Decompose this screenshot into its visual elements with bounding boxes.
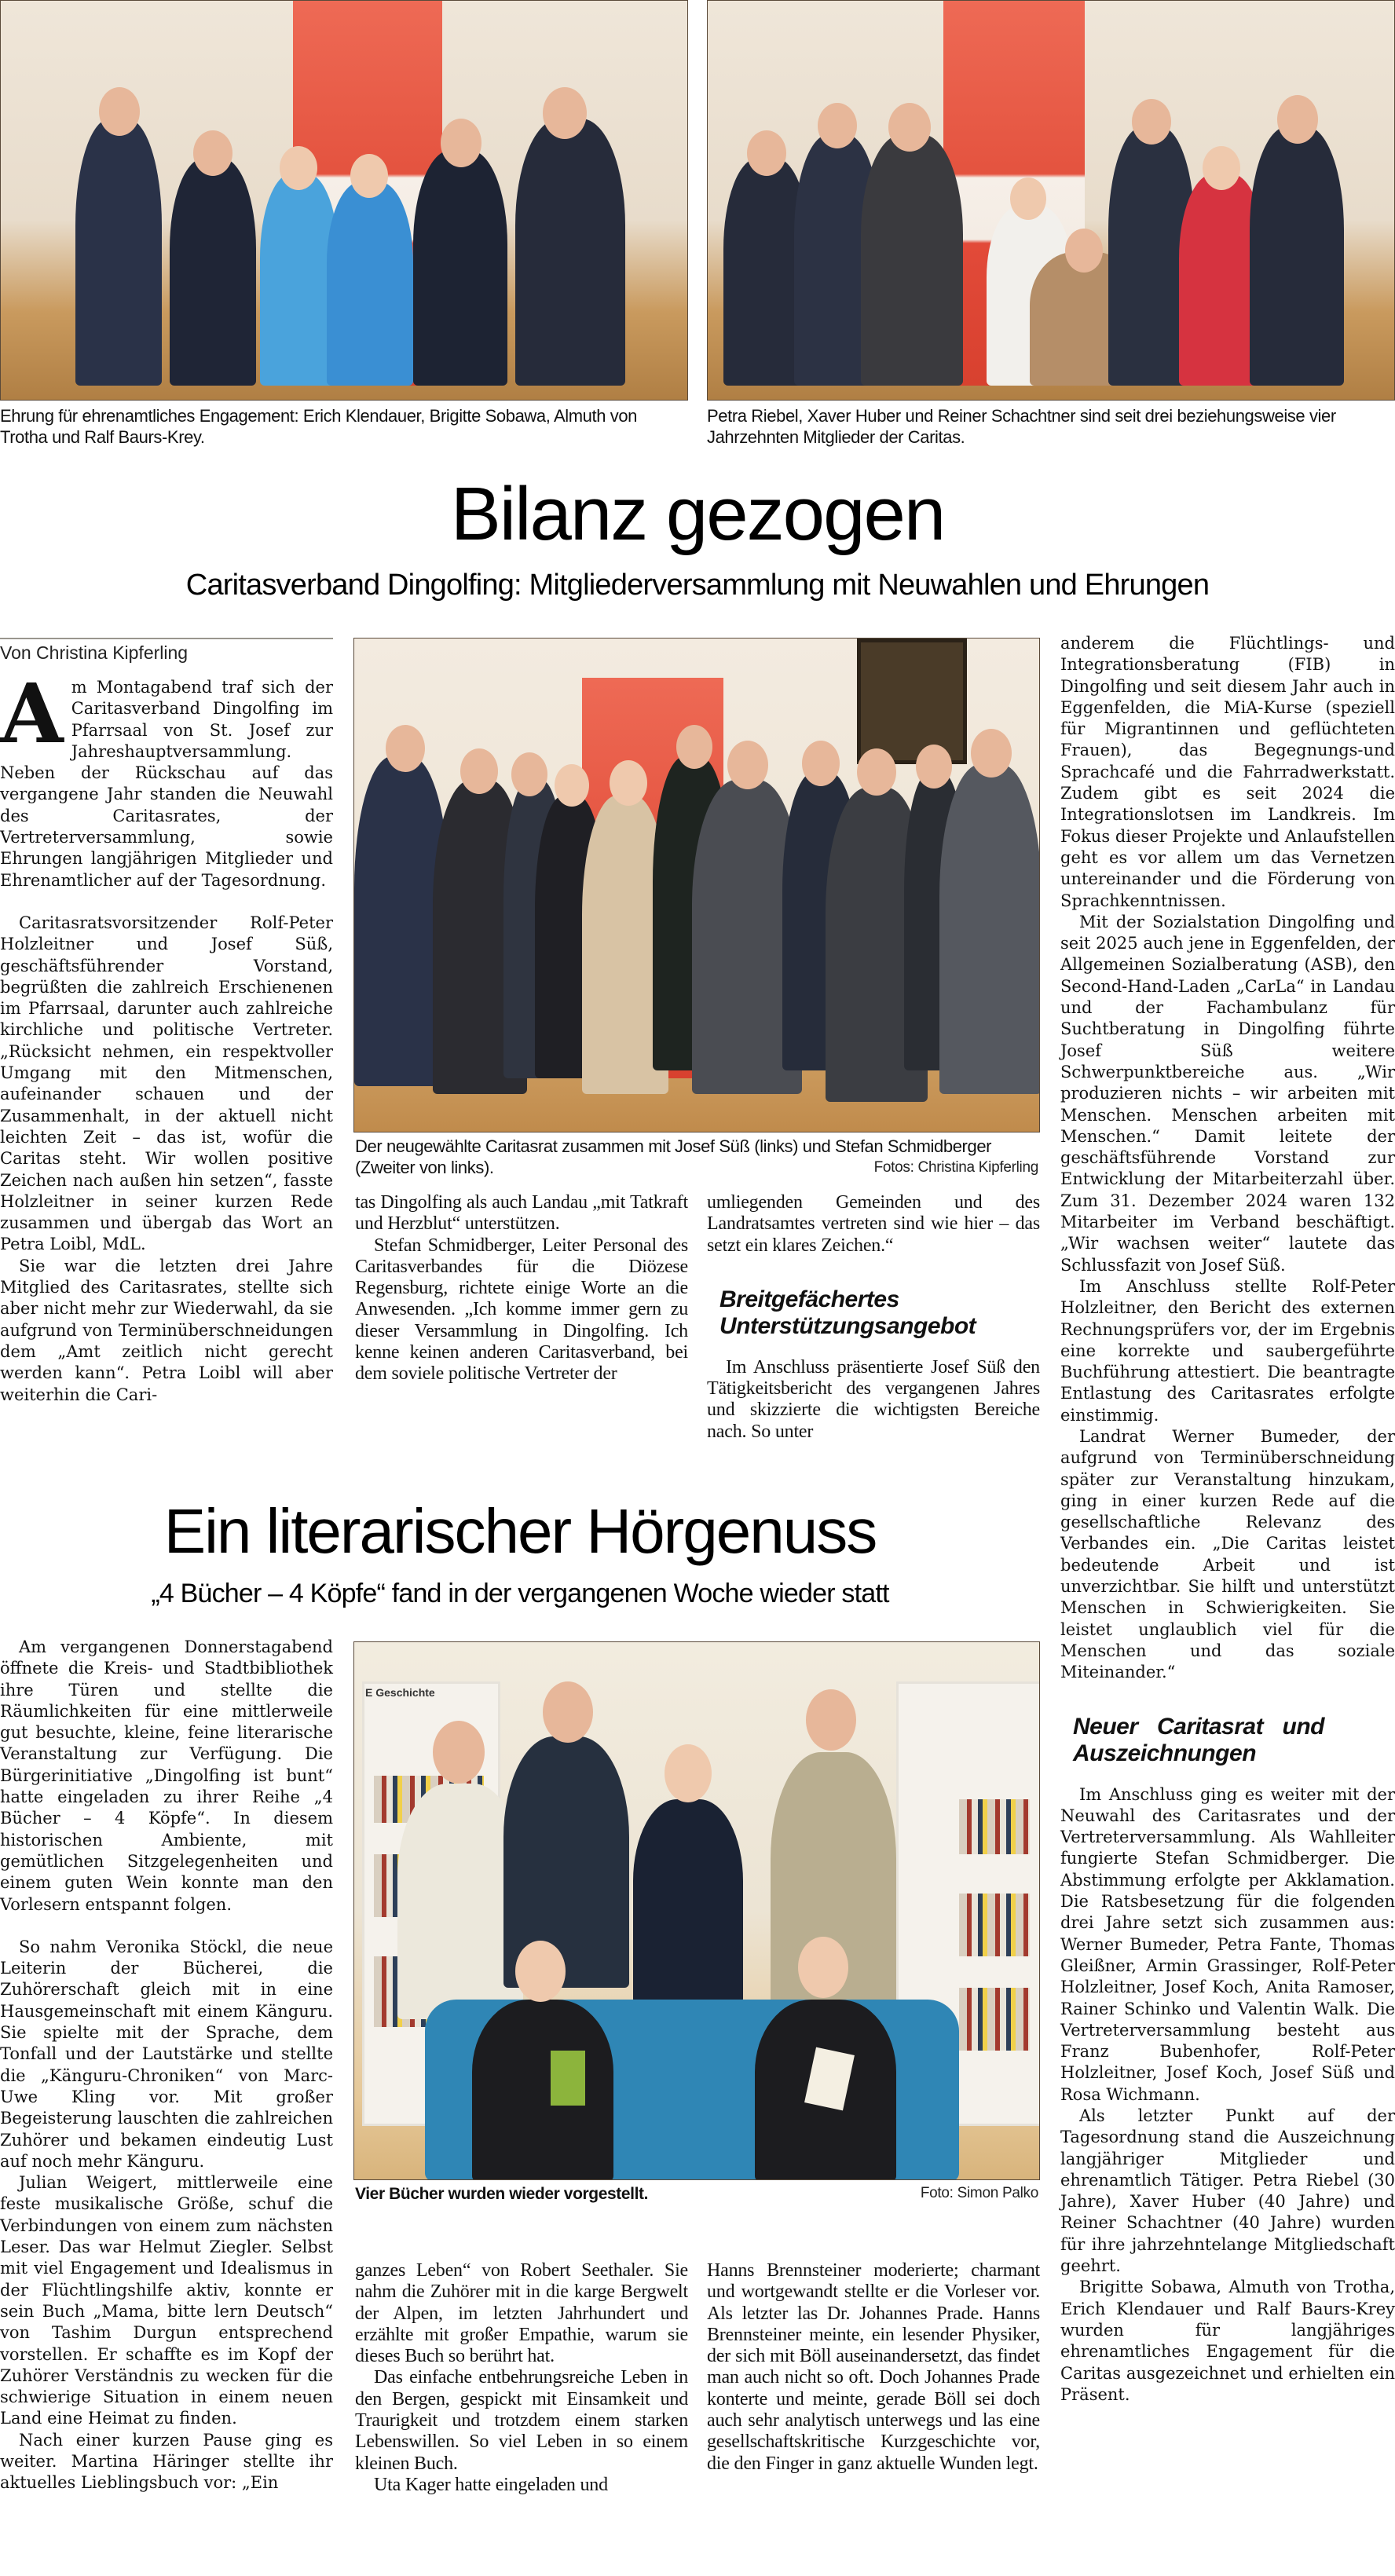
person-head <box>555 764 589 807</box>
article1-column-1 <box>0 665 333 1406</box>
person <box>633 1799 743 2003</box>
article2-column-1 <box>0 1637 333 2494</box>
article-headline: Bilanz gezogen <box>450 472 945 556</box>
person-head <box>99 87 140 136</box>
person-head <box>1010 177 1046 220</box>
byline: Von Christina Kipferling <box>0 642 189 663</box>
person-head <box>916 745 952 789</box>
person-head <box>610 760 647 806</box>
person-head <box>1132 99 1171 145</box>
person-head <box>727 741 768 789</box>
paragraph: tas Dingolfing als auch Landau „mit Tatkraft und Herzblut“ unterstützen. <box>355 1192 688 1235</box>
person-head <box>543 1681 593 1743</box>
photo-honorees-volunteers <box>0 0 688 401</box>
paragraph: So nahm Veronika Stöckl, die neue Leiterin der Bücherei, die Zuhörerschaft gleich mit in eine Hausgemeinschaft mit einem Känguru. Sie spielte mit der Sprache, dem Tonfall und der Lautstärke und stellte die „Känguru-Chroniken“ von Marc-Uwe Kling vor. Mit großer Begeisterung lauschten die zahlreichen Zuhörer und bekamen eindeutig Lust auf noch mehr Känguru. <box>0 1937 333 2171</box>
person-head <box>543 87 587 139</box>
paragraph: Nach einer kurzen Pause ging es weiter. Martina Häringer stellte ihr aktuelles Lieblingsbuch vor: „Ein <box>0 2430 333 2493</box>
person-head <box>665 1744 712 1802</box>
article2-headline: Ein literarischer Hörgenuss <box>163 1496 877 1566</box>
person <box>1250 126 1344 386</box>
paragraph: Am vergangenen Donnerstagabend öffnete die Kreis- und Stadtbibliothek ihre Türen und stellte die Räumlichkeiten für eine mittlerweile gut besuchte, kleine, feine literarische Veranstaltung zur Verfügung. Die Bürgerinitiative „Dingolfing ist bunt“ hatte eingeladen zu ihrer Reihe „4 Bücher – 4 Köpfe“. In diesem historischen Ambiente, mit gemütlichen Sitzgelegenheiten und einem guten Wein konnte man den Vorlesern entspannt folgen. <box>0 1637 333 1914</box>
section-subhead: Neuer Caritasrat und Auszeichnungen <box>1073 1713 1324 1766</box>
bookshelf-row <box>959 1988 1030 2051</box>
person <box>413 150 507 386</box>
paragraph: Im Anschluss stellte Rolf-Peter Holzleitner, den Bericht des externen Rechnungsprüfers vor, der im Ergebnis eine korrekte und saubergeführte Buchführung attestiert. Die beantragte Entlastung des Caritasrates erfolgte einstimmig. <box>1060 1276 1395 1425</box>
person-head <box>511 752 547 796</box>
person-head <box>441 119 481 167</box>
paragraph: Das einfache entbehrungsreiche Leben in den Bergen, gespickt mit Einsamkeit und Traurigkeit und trotzdem einem starken Lebenswillen. So viel Leben in so einem kleinen Buch. <box>355 2367 688 2474</box>
main-photo-caption: Der neugewählte Caritasrat zusammen mit Josef Süß (links) und Stefan Schmidberger (Zweiter von links). <box>355 1136 992 1177</box>
person-head <box>818 103 857 148</box>
book <box>551 2051 585 2106</box>
person <box>515 119 625 386</box>
article1-column-3 <box>707 1192 1040 1443</box>
paragraph: Mit der Sozialstation Dingolfing und seit 2025 auch jene in Eggenfelden, der Allgemeinen Sozialberatung (ASB), den Second-Hand-Laden „CarLa“ in Landau und der Fachambulanz für Suchtberatung in Dingolfing führte Josef Süß weitere Schwerpunktbereiche aus. „Wir produzieren nichts – wir arbeiten mit Menschen. Menschen arbeiten mit Menschen.“ Damit leitete der geschäftsführende Vorstand zur Entwicklung der Mitarbeiterzahl über. Zum 31. Dezember 2024 waren 132 Mitarbeiter im Verband beschäftigt. „Wir wachsen weiter“ lautete das Schlussfazit von Josef Süß. <box>1060 912 1395 1275</box>
person-head <box>386 725 425 772</box>
section-subhead: Breitgefächertes Unterstützungsangebot <box>719 1286 976 1339</box>
photo-book-readers <box>353 1641 1040 2180</box>
person-head <box>798 1937 848 1998</box>
person-head <box>888 103 931 152</box>
person-head <box>1277 95 1318 144</box>
person <box>170 158 256 386</box>
person-head <box>350 154 388 198</box>
person <box>861 134 963 386</box>
lead-paragraph: Am Montagabend traf sich der Caritasverband Dingolfing im Pfarrsaal von St. Josef zur Jahreshauptversammlung. Neben der Rückschau auf das vergangene Jahr standen die Neuwahl des Caritasrates, der Vertreterversammlung, sowie Ehrungen langjährigen Mitglieder und Ehrenamtlicher auf der Tagesordnung. <box>0 665 333 890</box>
person-head <box>857 748 896 796</box>
paragraph: umliegenden Gemeinden und des Landratsamtes vertreten sind wie hier – das setzt ein klares Zeichen.“ <box>707 1192 1040 1256</box>
article1-column-2 <box>355 1192 688 1385</box>
person-head <box>280 146 317 190</box>
person-head <box>747 130 786 176</box>
paragraph: Uta Kager hatte eingeladen und <box>374 2474 608 2495</box>
books-photo-caption: Vier Bücher wurden wieder vorgestellt. <box>355 2185 649 2203</box>
article2-subheadline: „4 Bücher – 4 Köpfe“ fand in der vergangenen Woche wieder statt <box>151 1579 889 1608</box>
paragraph: Sie war die letzten drei Jahre Mitglied des Caritasrates, stellte sich aber nicht mehr zur Wiederwahl, da sie aufgrund von Terminüberschneidungen dem „Amt zeitlich nicht gerecht werden kann“. Petra Loibl will aber weiterhin die Cari- <box>0 1256 333 1404</box>
article1-column-4 <box>1060 633 1395 2406</box>
article-subheadline: Caritasverband Dingolfing: Mitgliederversammlung mit Neuwahlen und Ehrungen <box>185 569 1210 602</box>
paragraph: Julian Weigert, mittlerweile eine feste musikalische Größe, schuf die Verbindungen von einem zum nächsten Leser. Das war Helmut Ziegler. Selbst mit viel Engagement und Idealismus in der Flüchtlingshilfe aktiv, konnte er sein Buch „Mama, bitte lern Deutsch“ von Tashim Durgun entsprechend vorstellen. Er schaffte es im Kopf der Zuhörer Verständnis zu wecken für die schwierige Situation in einem neuen Land eine Heimat zu finden. <box>0 2173 333 2428</box>
article2-column-3 <box>707 2260 1040 2475</box>
person <box>327 181 413 386</box>
person-head <box>676 725 712 769</box>
photo-new-council <box>353 638 1040 1132</box>
paragraph: Hanns Brennsteiner moderierte; charmant und wortgewandt stellte er die Vorleser vor. Als letzter las Dr. Johannes Prade. Hanns Brennsteiner meinte, ein lesender Physiker, der sich mit Böll auseinandersetzt, das findet man auch nicht so oft. Doch Johannes Prade konterte und meinte, gerade Böll sei doch auch sehr analytisch unterwegs und las eine gesellschaftskritische Kurzgeschichte vor, die den Finger in ganz aktuelle Wunden legt. <box>707 2260 1040 2474</box>
books-photo-credit: Foto: Simon Palko <box>920 2185 1038 2201</box>
paragraph: Stefan Schmidberger, Leiter Personal des Caritasverbandes für die Diözese Regensburg, richtete einige Worte an die Anwesenden. „Ich komme immer gern zu dieser Versammlung in Dingolfing. Ich kenne keinen anderen Caritasverband, bei dem soviele politische Vertreter der <box>355 1235 688 1385</box>
photo-caption-members: Petra Riebel, Xaver Huber und Reiner Schachtner sind seit drei beziehungsweise vier Jahrzehnten Mitglieder der Caritas. <box>707 406 1336 447</box>
person-head <box>806 1689 856 1751</box>
person <box>939 764 1040 1094</box>
paragraph: Caritasratsvorsitzender Rolf-Peter Holzleitner und Josef Süß, geschäftsführender Vorstand, begrüßten die zahlreich Erschienenen im Pfarrsaal, darunter auch zahlreiche kirchliche und politische Vertreter. „Rücksicht nehmen, ein respektvoller Umgang mit den Mitmenschen, aufeinander schauen und der Zusammenhalt, in der aktuell nicht leichten Zeit – das ist, wofür die Caritas steht. Wir wollen positive Zeichen nach außen hin setzen“, fasste Holzleitner in seiner kurzen Rede zusammen und übergab das Wort an Petra Loibl, MdL. <box>0 913 333 1254</box>
photo-caption-volunteers: Ehrung für ehrenamtliches Engagement: Erich Klendauer, Brigitte Sobawa, Almuth von Trotha und Ralf Baurs-Krey. <box>0 406 638 447</box>
byline-rule <box>0 638 333 639</box>
shelf-sign: E Geschichte <box>365 1686 435 1699</box>
paragraph: Als letzter Punkt auf der Tagesordnung stand die Auszeichnung langjähriger Mitglieder und ehrenamtlich Tätiger. Petra Riebel (30 Jahre), Xaver Huber (40 Jahre) und Reiner Schachtner (40 Jahre) wurden für ihre jahrzehntelange Mitgliedschaft geehrt. <box>1060 2106 1395 2276</box>
person-head <box>1203 146 1240 190</box>
paragraph: Im Anschluss ging es weiter mit der Neuwahl des Caritasrates und der Vertreterversammlung. Als Wahlleiter fungierte Stefan Schmidberger. Die Abstimmung erfolgte per Akklamation. Die Ratsbesetzung für die folgenden drei Jahre setzt sich zusammen aus: Werner Bumeder, Petra Fante, Thomas Gleißner, Armin Grassinger, Rolf-Peter Holzleitner, Josef Koch, Anita Ramoser, Rainer Schinko und Valentin Walk. Die Vertreterversammlung besteht aus Franz Bubenhofer, Rolf-Peter Holzleitner, Josef Koch, Josef Süß und Rosa Wichmann. <box>1060 1784 1395 2104</box>
person-seated <box>472 2000 613 2180</box>
person-head <box>460 748 498 794</box>
person-head <box>1065 229 1103 273</box>
paragraph: anderem die Flüchtlings- und Integrationsberatung (FIB) in Dingolfing und seit diesem Jahr auch in Eggenfelden, die MiA-Kurse (speziell für Migrantinnen und geflüchteten Frauen), das Begegnungs-und Sprachcafé und die Fahrradwerkstatt. Zudem gibt es seit 2024 die Integrationslotsen im Landkreis. Im Fokus dieser Projekte und Anlaufstellen geht es vor allem um das Vernetzen untereinander und die Förderung von Sprachkenntnissen. <box>1060 634 1395 910</box>
main-photo-credit: Fotos: Christina Kipferling <box>873 1159 1038 1176</box>
person-head <box>971 729 1012 778</box>
paragraph: Im Anschluss präsentierte Josef Süß den Tätigkeitsbericht des vergangenen Jahres und skizzierte die wichtigsten Bereiche nach. So unter <box>707 1356 1040 1442</box>
person-head <box>515 1941 566 2002</box>
paragraph: Landrat Werner Bumeder, der aufgrund von Terminüberschneidung später zur Veranstaltung hinzukam, ging in einer kurzen Rede auf die gesellschaftliche Relevanz des Verbandes ein. „Die Caritas leistet bedeutende Arbeit und ist unverzichtbar. Sie hilft und unterstützt Menschen in Schwierigkeiten. Sie leistet unglaublich viel für die Menschen und das soziale Miteinander.“ <box>1060 1426 1395 1682</box>
person-head <box>193 130 233 176</box>
bookshelf-row <box>959 1894 1030 1956</box>
bookshelf-row <box>959 1799 1030 1854</box>
person-head <box>802 741 840 786</box>
painting <box>857 639 967 764</box>
article2-column-2 <box>355 2260 688 2496</box>
photo-honorees-members <box>707 0 1395 401</box>
person-head <box>433 1721 485 1784</box>
drop-cap: A <box>0 665 64 762</box>
person <box>75 119 162 386</box>
paragraph: ganzes Leben“ von Robert Seethaler. Sie nahm die Zuhörer mit in die karge Bergwelt der Alpen, im letzten Jahrhundert und erzählte mit großer Empathie, warum sie dieses Buch so berührt hat. <box>355 2260 688 2367</box>
paragraph: Brigitte Sobawa, Almuth von Trotha, Erich Klendauer und Ralf Baurs-Krey wurden für langjähriges ehrenamtliches Engagement für die Caritas ausgezeichnet und erhielten ein Präsent. <box>1060 2278 1395 2404</box>
